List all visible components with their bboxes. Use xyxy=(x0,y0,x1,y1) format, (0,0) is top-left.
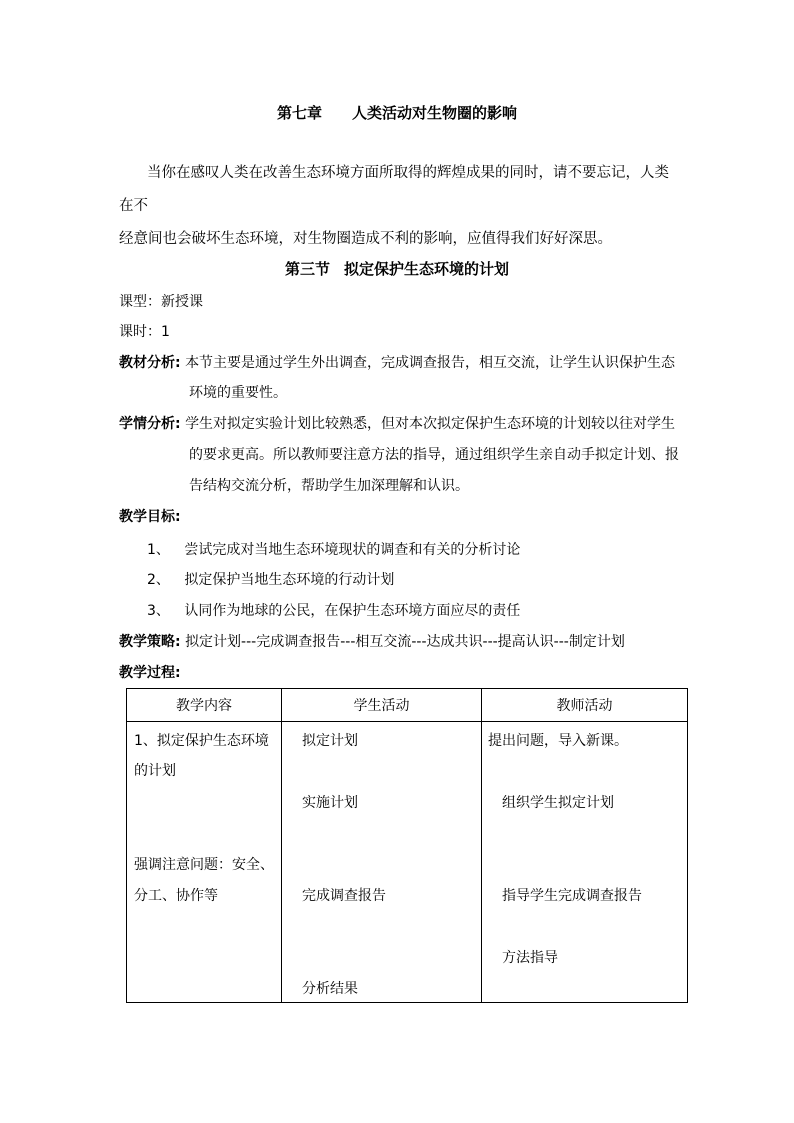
material-analysis-label: 教材分析: xyxy=(119,355,181,371)
table-header-row xyxy=(127,689,688,722)
goal-text: 尝试完成对当地生态环境现状的调查和有关的分析讨论 xyxy=(184,542,521,558)
material-analysis xyxy=(119,353,675,373)
lesson-hours: 课时：1 xyxy=(119,324,170,340)
process-label: 教学过程: xyxy=(119,665,181,681)
strategy xyxy=(119,632,625,652)
chapter-name: 人类活动对生物圈的影响 xyxy=(352,104,518,122)
cell-student-activity xyxy=(282,722,482,1003)
material-analysis-line-2: 环境的重要性。 xyxy=(189,385,287,401)
student-analysis-line-2: 的要求更高。所以教师要注意方法的指导，通过组织学生亲自动手拟定计划、报 xyxy=(189,447,679,463)
header-teaching-content: 教学内容 xyxy=(127,689,282,722)
lesson-type: 课型：新授课 xyxy=(119,294,203,310)
chapter-title xyxy=(0,102,794,123)
goal-item xyxy=(147,540,520,560)
intro-line-2: 经意间也会破坏生态环境，对生物圈造成不利的影响，应值得我们好好深思。 xyxy=(119,231,612,247)
teacher-text: 提出问题，导入新课。 xyxy=(488,733,628,749)
goals-label: 教学目标: xyxy=(119,509,181,525)
student-analysis xyxy=(119,414,675,434)
strategy-text: 拟定计划---完成调查报告---相互交流---达成共识---提高认识---制定计划 xyxy=(185,634,625,650)
section-name: 拟定保护生态环境的计划 xyxy=(344,260,510,278)
header-student-activity: 学生活动 xyxy=(282,689,482,722)
student-text: 完成调查报告 xyxy=(302,888,386,904)
material-analysis-line-1: 本节主要是通过学生外出调查，完成调查报告，相互交流，让学生认识保护生态 xyxy=(185,355,676,371)
teacher-text: 组织学生拟定计划 xyxy=(502,795,614,811)
intro-paragraph xyxy=(119,157,679,256)
strategy-label: 教学策略: xyxy=(119,634,181,650)
teaching-process-table xyxy=(126,688,688,1003)
header-teacher-activity: 教师活动 xyxy=(482,689,688,722)
goal-number: 1、 xyxy=(147,542,170,558)
cell-teaching-content xyxy=(127,722,282,1003)
content-text: 分工、协作等 xyxy=(134,888,218,904)
student-analysis-label: 学情分析: xyxy=(119,416,181,432)
goal-text: 认同作为地球的公民，在保护生态环境方面应尽的责任 xyxy=(184,603,521,619)
student-analysis-line-3: 告结构交流分析，帮助学生加深理解和认识。 xyxy=(189,478,469,494)
content-text: 1、拟定保护生态环境 xyxy=(134,733,269,749)
student-text: 实施计划 xyxy=(302,795,358,811)
goal-item xyxy=(147,570,394,590)
goal-number: 3、 xyxy=(147,603,170,619)
goal-text: 拟定保护当地生态环境的行动计划 xyxy=(184,572,395,588)
content-text: 的计划 xyxy=(134,763,176,779)
table-row xyxy=(127,722,688,1003)
teacher-text: 方法指导 xyxy=(502,950,558,966)
cell-teacher-activity xyxy=(482,722,688,1003)
goal-item xyxy=(147,601,520,621)
student-text: 分析结果 xyxy=(302,981,358,997)
intro-line-1: 当你在感叹人类在改善生态环境方面所取得的辉煌成果的同时，请不要忘记，人类在不 xyxy=(119,165,669,214)
teacher-text: 指导学生完成调查报告 xyxy=(502,888,642,904)
section-title xyxy=(0,258,794,279)
student-text: 拟定计划 xyxy=(302,733,358,749)
student-analysis-line-1: 学生对拟定实验计划比较熟悉，但对本次拟定保护生态环境的计划较以往对学生 xyxy=(185,416,676,432)
content-text: 强调注意问题：安全、 xyxy=(134,857,274,873)
section-number: 第三节 xyxy=(284,260,330,278)
chapter-number: 第七章 xyxy=(276,104,322,122)
goal-number: 2、 xyxy=(147,572,170,588)
